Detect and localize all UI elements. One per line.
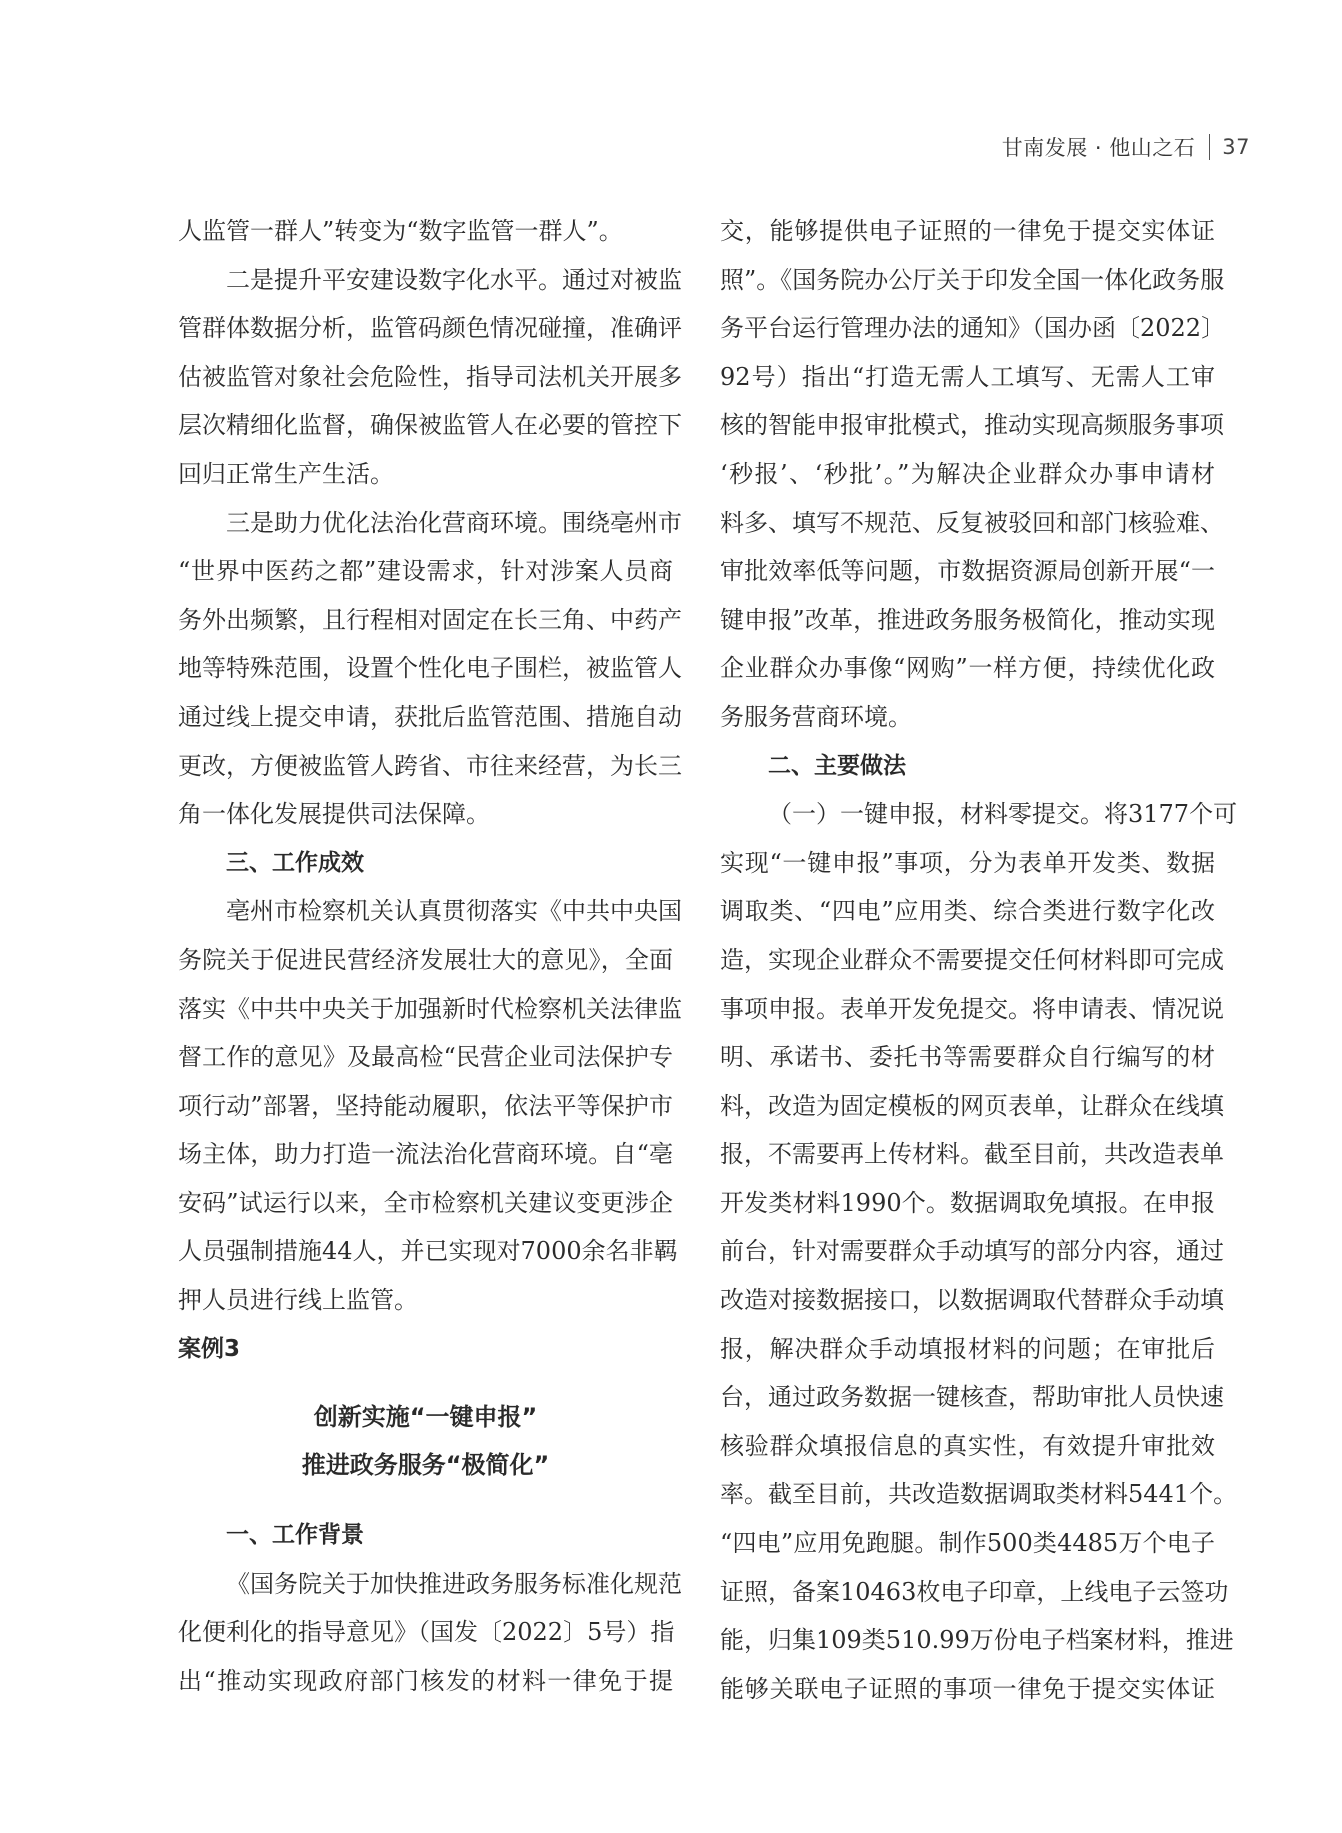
text-line: 审批效率低等问题，市数据资源局创新开展“一 — [720, 557, 1215, 586]
text-line: 估被监管对象社会危险性，指导司法机关开展多 — [178, 362, 682, 391]
section-heading: 三、工作成效 — [226, 849, 364, 876]
text-line: 92号）指出“打造无需人工填写、无需人工审 — [720, 362, 1215, 391]
text-line: 料，改造为固定模板的网页表单，让群众在线填 — [720, 1091, 1224, 1120]
text-line: 三是助力优化法治化营商环境。围绕亳州市 — [226, 508, 682, 537]
text-line: 务外出频繁，且行程相对固定在长三角、中药产 — [178, 605, 682, 634]
text-line: 报，解决群众手动填报材料的问题；在审批后 — [720, 1334, 1215, 1363]
text-line: 明、承诺书、委托书等需要群众自行编写的材 — [720, 1043, 1215, 1072]
section-heading: 一、工作背景 — [226, 1522, 364, 1549]
text-line: 角一体化发展提供司法保障。 — [178, 800, 490, 829]
text-line: 通过线上提交申请，获批后监管范围、措施自动 — [178, 702, 682, 731]
text-line: 造，实现企业群众不需要提交任何材料即可完成 — [720, 945, 1224, 974]
text-line: 务平台运行管理办法的通知》（国办函〔2022〕 — [720, 314, 1226, 343]
text-line: 安码”试运行以来，全市检察机关建议变更涉企 — [178, 1188, 673, 1217]
text-line: 地等特殊范围，设置个性化电子围栏，被监管人 — [178, 654, 682, 683]
text-line: 核验群众填报信息的真实性，有效提升审批效 — [720, 1431, 1215, 1460]
text-line: 落实《中共中央关于加强新时代检察机关法律监 — [178, 994, 682, 1023]
text-line: 化便利化的指导意见》（国发〔2022〕5号）指 — [178, 1618, 675, 1647]
text-line: 务服务营商环境。 — [720, 702, 912, 731]
text-line: 督工作的意见》及最高检“民营企业司法保护专 — [178, 1043, 673, 1072]
page-number: 37 — [1222, 135, 1250, 159]
text-line: 事项申报。表单开发免提交。将申请表、情况说 — [720, 994, 1224, 1023]
case-title-line-2: 推进政务服务“极简化” — [301, 1451, 550, 1480]
running-header — [1002, 132, 1250, 162]
text-line: 料多、填写不规范、反复被驳回和部门核验难、 — [720, 508, 1224, 537]
text-line: 前台，针对需要群众手动填写的部分内容，通过 — [720, 1237, 1224, 1266]
text-line: 回归正常生产生活。 — [178, 459, 394, 488]
text-line: “世界中医药之都”建设需求，针对涉案人员商 — [178, 557, 673, 586]
text-line: 二是提升平安建设数字化水平。通过对被监 — [226, 265, 682, 294]
left-column — [178, 207, 682, 1706]
text-line: 亳州市检察机关认真贯彻落实《中共中央国 — [226, 897, 682, 926]
text-line: 押人员进行线上监管。 — [178, 1286, 418, 1315]
text-line: 管群体数据分析，监管码颜色情况碰撞，准确评 — [178, 314, 682, 343]
text-line: “四电”应用免跑腿。制作500类4485万个电子 — [720, 1529, 1215, 1558]
text-line: 务院关于促进民营经济发展壮大的意见》，全面 — [178, 945, 673, 974]
text-line: 场主体，助力打造一流法治化营商环境。自“亳 — [178, 1140, 673, 1169]
case-title-line-1: 创新实施“一键申报” — [313, 1403, 538, 1432]
right-column — [720, 207, 1238, 1713]
text-line: 实现“一键申报”事项，分为表单开发类、数据 — [720, 848, 1215, 877]
text-line: 人员强制措施44人，并已实现对7000余名非羁 — [178, 1237, 678, 1266]
text-line: 核的智能申报审批模式，推动实现高频服务事项 — [720, 411, 1224, 440]
text-line: 开发类材料1990个。数据调取免填报。在申报 — [720, 1188, 1215, 1217]
text-line: ‘秒报’、‘秒批’。”为解决企业群众办事申请材 — [720, 459, 1215, 488]
text-line: 证照，备案10463枚电子印章，上线电子云签功 — [720, 1577, 1229, 1606]
text-line: 改造对接数据接口，以数据调取代替群众手动填 — [720, 1286, 1224, 1315]
text-line: （一）一键申报，材料零提交。将3177个可 — [768, 800, 1238, 829]
text-line: 照”。《国务院办公厅关于印发全国一体化政务服 — [720, 265, 1225, 294]
section-heading: 二、主要做法 — [768, 752, 906, 779]
text-line: 键申报”改革，推进政务服务极简化，推动实现 — [720, 605, 1215, 634]
text-line: 层次精细化监督，确保被监管人在必要的管控下 — [178, 411, 682, 440]
text-line: 能，归集109类510.99万份电子档案材料，推进 — [720, 1626, 1234, 1655]
text-line: 率。截至目前，共改造数据调取类材料5441个。 — [720, 1480, 1238, 1509]
text-line: 报，不需要再上传材料。截至目前，共改造表单 — [720, 1140, 1224, 1169]
text-line: 《国务院关于加快推进政务服务标准化规范 — [226, 1569, 682, 1598]
text-line: 人监管一群人”转变为“数字监管一群人”。 — [178, 217, 623, 245]
text-line: 项行动”部署，坚持能动履职，依法平等保护市 — [178, 1091, 673, 1120]
text-line: 能够关联电子证照的事项一律免于提交实体证 — [720, 1674, 1215, 1703]
case-label: 案例3 — [178, 1335, 241, 1362]
text-line: 调取类、“四电”应用类、综合类进行数字化改 — [720, 897, 1215, 926]
text-line: 企业群众办事像“网购”一样方便，持续优化政 — [720, 654, 1215, 683]
header-divider — [1209, 134, 1210, 160]
text-line: 出“推动实现政府部门核发的材料一律免于提 — [178, 1667, 673, 1696]
text-line: 交，能够提供电子证照的一律免于提交实体证 — [720, 217, 1215, 245]
text-line: 台，通过政务数据一键核查，帮助审批人员快速 — [720, 1383, 1224, 1412]
text-line: 更改，方便被监管人跨省、市往来经营，为长三 — [178, 751, 682, 780]
section-title: 甘南发展 · 他山之石 — [1001, 136, 1196, 160]
